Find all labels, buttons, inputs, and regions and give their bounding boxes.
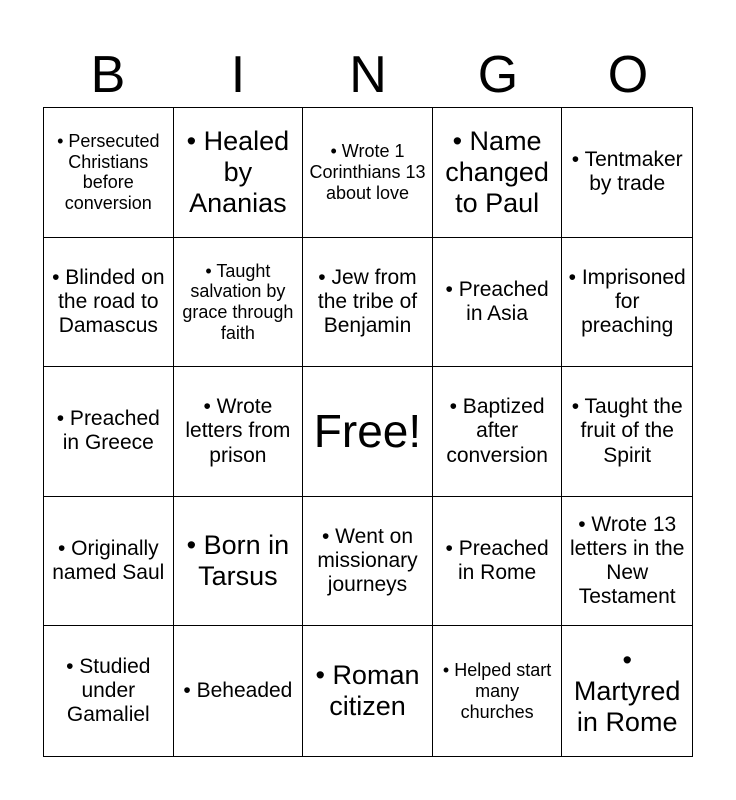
bingo-cell[interactable]: • Studied under Gamaliel <box>44 626 174 756</box>
bingo-cell[interactable]: • Taught salvation by grace through faith <box>174 238 304 368</box>
bingo-cell[interactable]: • Healed by Ananias <box>174 108 304 238</box>
bingo-cell[interactable]: • Preached in Asia <box>433 238 563 368</box>
bingo-cell[interactable]: • Originally named Saul <box>44 497 174 627</box>
bingo-cell[interactable]: • Baptized after conversion <box>433 367 563 497</box>
bingo-cell[interactable]: • Martyred in Rome <box>573 644 681 737</box>
bingo-cell[interactable]: • Helped start many churches <box>433 626 563 756</box>
bingo-cell[interactable]: • Wrote letters from prison <box>174 367 304 497</box>
bingo-cell[interactable]: • Went on missionary journeys <box>303 497 433 627</box>
bingo-cell[interactable]: • Imprisoned for preaching <box>562 238 692 368</box>
bingo-cell[interactable]: • Name changed to Paul <box>433 108 563 238</box>
bingo-cell[interactable]: • Preached in Greece <box>44 367 174 497</box>
free-space[interactable]: Free! <box>303 367 433 497</box>
bingo-cell[interactable]: • Jew from the tribe of Benjamin <box>303 238 433 368</box>
bingo-cell[interactable]: • Tentmaker by trade <box>562 108 692 238</box>
bingo-cell[interactable]: • Wrote 13 letters in the New Testament <box>562 497 692 627</box>
bingo-cell[interactable]: • Beheaded <box>174 626 304 756</box>
bingo-cell[interactable]: • Persecuted Christians before conversion <box>44 108 174 238</box>
header-letter-g: G <box>477 46 519 104</box>
header-letter-b: B <box>90 46 126 104</box>
header-letter-n: N <box>349 46 387 104</box>
bingo-cell[interactable]: • Roman citizen <box>303 626 433 756</box>
bingo-cell[interactable]: • Taught the fruit of the Spirit <box>562 367 692 497</box>
bingo-cell[interactable]: • Wrote 1 Corinthians 13 about love <box>303 108 433 238</box>
bingo-cell[interactable]: • Born in Tarsus <box>174 497 304 627</box>
bingo-header <box>43 44 693 106</box>
bingo-grid <box>43 107 693 757</box>
header-letter-o: O <box>607 46 649 104</box>
bingo-cell[interactable]: • Blinded on the road to Damascus <box>44 238 174 368</box>
bingo-cell[interactable]: • Preached in Rome <box>433 497 563 627</box>
header-letter-i: I <box>230 46 246 104</box>
